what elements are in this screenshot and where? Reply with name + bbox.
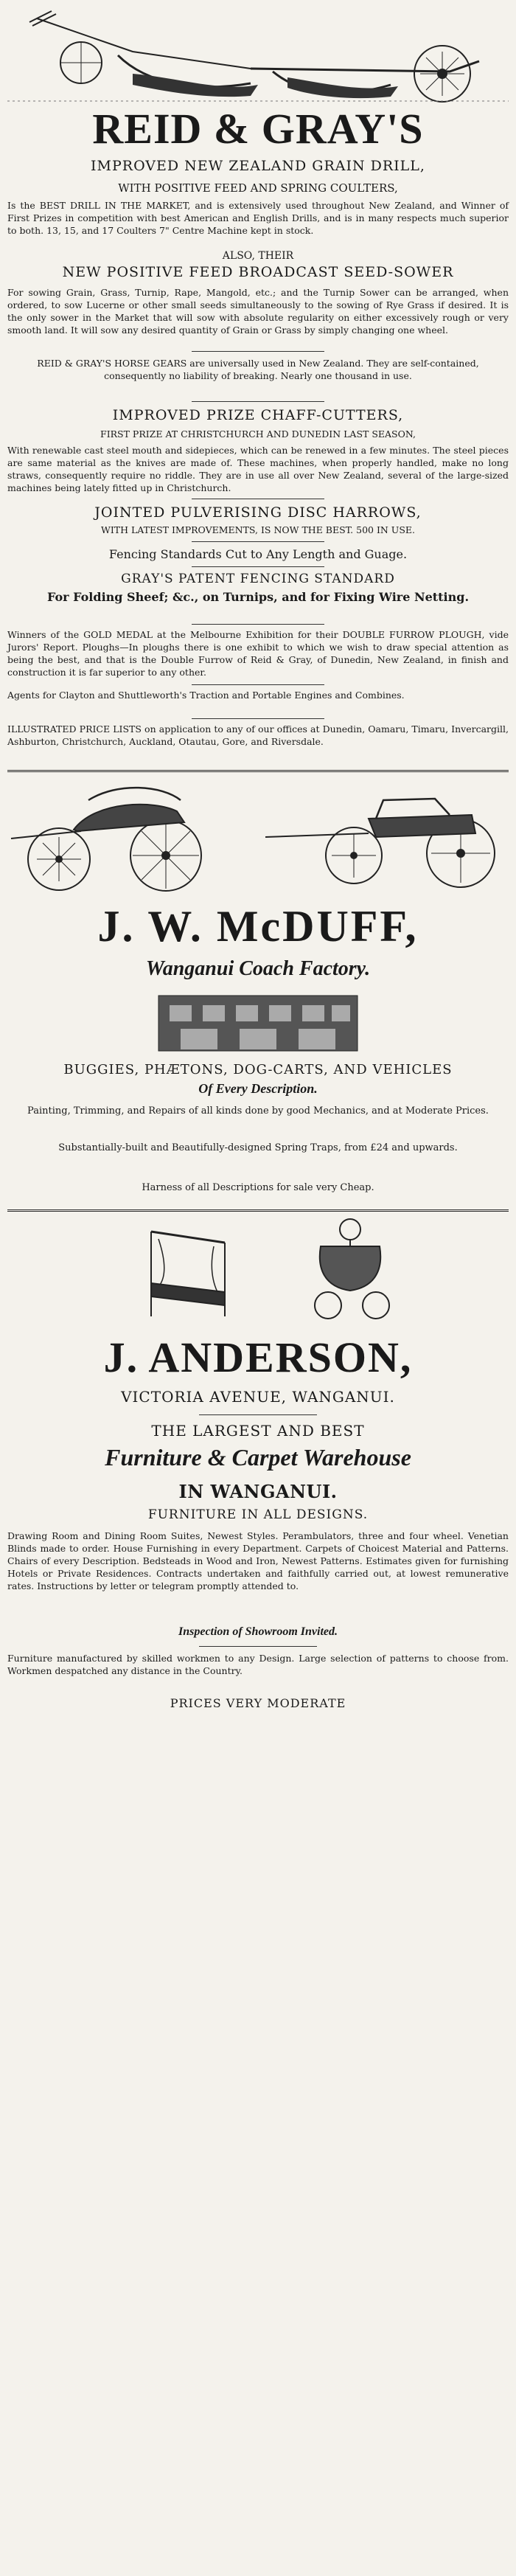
gray-patent-subheading: For Folding Sheef; &c., on Turnips, and for Fixing Wire Netting. [46,590,470,604]
furnishing-description: Drawing Room and Dining Room Suites, Newest Styles. Perambulators, three and four wheel. Venetian Blinds made to order. House Furnishing in every Department. Carpets of Choicest Material and Patterns. Chairs of every Description. Bedsteads in Wood and Iron, Newest Patterns. Estimates given for furnishing Hotels or Private Residences. Contracts undertaken and faithfully carried out, at lowest remunerative rates. Instructions by letter or telegram promptly attended to. [7,1530,509,1591]
fencing-standards-line: Fencing Standards Cut to Any Length and Guage. [108,547,408,561]
manufactured-description: Furniture manufactured by skilled workmen to any Design. Large selection of patterns to choose from. Workmen despatched any distance in the Country. [7,1653,509,1676]
grain-drill-subtitle: IMPROVED NEW ZEALAND GRAIN DRILL, [91,158,425,174]
painting-line: Painting, Trimming, and Repairs of all kinds done by good Mechanics, and at Moderate Prices. [27,1105,489,1117]
furniture-warehouse-heading: Furniture & Carpet Warehouse [105,1444,411,1471]
every-description-line: Of Every Description. [198,1081,318,1096]
chaff-cutters-description: With renewable cast steel mouth and sidepieces, which can be renewed in a few minutes. The steel pieces are same material as the knives are made of. These machines, when properly handled, make no long straws, consequently require no riddle. They are in use all over New Zealand, several of the large-sized machines being lately fitted up in Christchurch. [7,445,509,493]
harness-line: Harness of all Descriptions for sale very Cheap. [142,1182,374,1193]
reid-gray-title: REID & GRAY'S [92,105,424,153]
seed-sower-heading: NEW POSITIVE FEED BROADCAST SEED-SOWER [62,264,454,280]
chaff-cutters-subheading: FIRST PRIZE AT CHRISTCHURCH AND DUNEDIN LAST SEASON, [100,428,416,440]
disc-harrows-heading: JOINTED PULVERISING DISC HARROWS, [94,504,422,521]
horse-gears-description: REID & GRAY'S HORSE GEARS are universally used in New Zealand. They are self-contained, consequently no liability of breaking. Nearly one thousand in use. [37,358,479,381]
buggies-heading: BUGGIES, PHÆTONS, DOG-CARTS, AND VEHICLES [63,1062,453,1077]
perambulator-engraving [306,1213,394,1324]
with-feed-line: WITH POSITIVE FEED AND SPRING COULTERS, [118,181,398,195]
anderson-title: J. ANDERSON, [103,1333,413,1381]
buggy-engraving-right [265,785,509,896]
ad-divider [7,770,509,772]
ad-divider [7,1209,509,1212]
disc-harrows-subheading: WITH LATEST IMPROVEMENTS, IS NOW THE BEST. 500 IN USE. [101,524,415,535]
coach-factory-engraving [151,992,365,1055]
largest-best-line: THE LARGEST AND BEST [151,1422,365,1440]
bedstead-engraving [144,1224,232,1320]
in-wanganui-line: IN WANGANUI. [178,1481,338,1502]
furniture-designs-line: FURNITURE IN ALL DESIGNS. [147,1507,369,1522]
price-lists-line: ILLUSTRATED PRICE LISTS on application to any of our offices at Dunedin, Oamaru, Timaru, Invercargill, Ashburton, Christchurch, Auckland, Otautau, Gore, and Riversdale. [7,723,509,747]
also-their-line: ALSO, THEIR [222,250,294,262]
victoria-avenue-address: VICTORIA AVENUE, WANGANUI. [121,1388,395,1406]
agents-line: Agents for Clayton and Shuttleworth's Traction and Portable Engines and Combines. [7,690,405,701]
spring-traps-line: Substantially-built and Beautifully-designed Spring Traps, from £24 and upwards. [58,1142,458,1153]
mcduff-title: J. W. McDUFF, [97,902,419,951]
plough-engraving [7,4,509,107]
drill-description: Is the BEST DRILL IN THE MARKET, and is extensively used throughout New Zealand, and Winner of First Prizes in competition with best American and English Drills, and is in many respects much superior to both. 13, 15, and 17 Coulters 7" Centre Machine kept in stock. [7,200,509,236]
prices-moderate-line: PRICES VERY MODERATE [170,1696,346,1710]
seed-sower-description: For sowing Grain, Grass, Turnip, Rape, Mangold, etc.; and the Turnip Sower can be arranged, when ordered, to sow Lucerne or other small seeds simultaneously to the sowing of Rye Grass if desired. It is the only sower in the Market that will sow with absolute regularity on either excessively rough or very smooth land. It will sow any desired quantity of Grain or Grass by simply changing one wheel. [7,287,509,336]
gold-medal-description: Winners of the GOLD MEDAL at the Melbourne Exhibition for their DOUBLE FURROW PLOUGH, vide Jurors' Report. Ploughs—In ploughs there is one exhibit to which we wish to draw special attention as being the best, and that is the Double Furrow of Reid & Gray, of Dunedin, New Zealand, in finish and construction it is far superior to any other. [7,629,509,678]
chaff-cutters-heading: IMPROVED PRIZE CHAFF-CUTTERS, [112,407,404,423]
coach-factory-subtitle: Wanganui Coach Factory. [145,957,371,980]
inspection-line: Inspection of Showroom Invited. [178,1625,338,1638]
gray-patent-heading: GRAY'S PATENT FENCING STANDARD [121,572,395,586]
buggy-engraving-left [7,778,221,896]
